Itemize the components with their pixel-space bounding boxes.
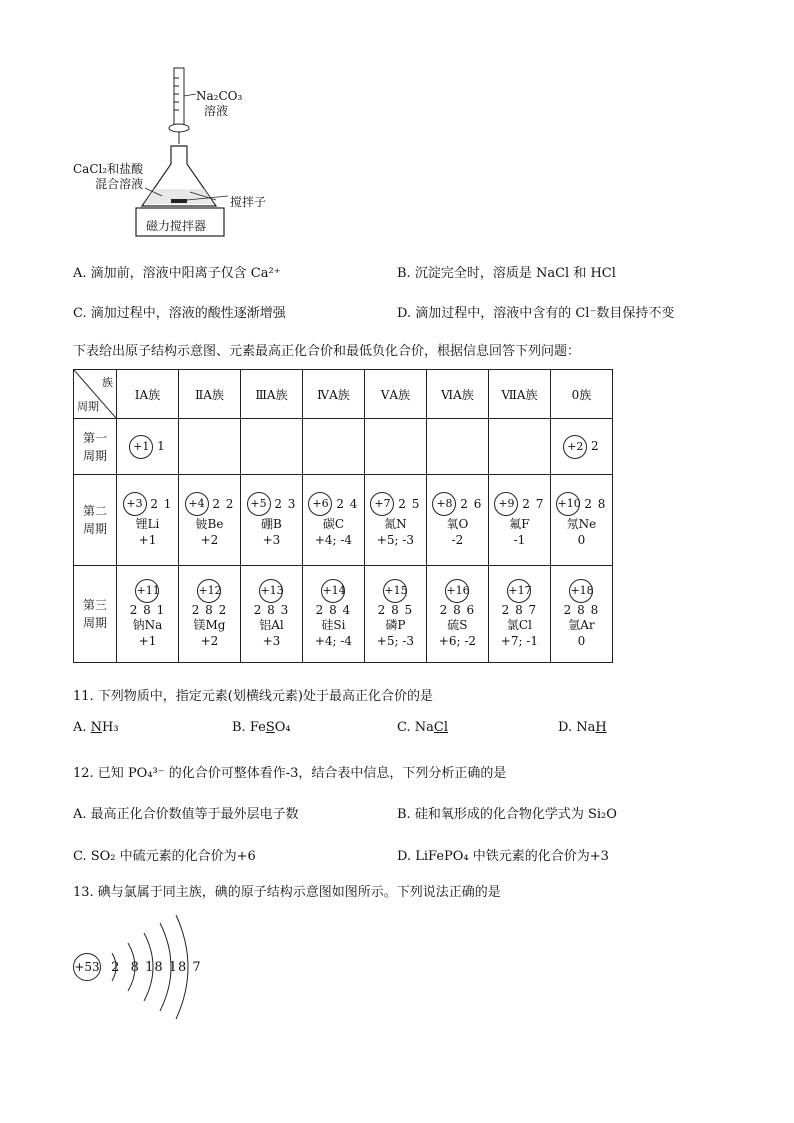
element-name: 氧O bbox=[446, 517, 469, 531]
corner-group-label: 族 bbox=[102, 376, 113, 389]
empty-cell bbox=[426, 419, 488, 475]
group-header: ⅥA族 bbox=[426, 370, 488, 419]
burette-label-line1: Na₂CO₃ bbox=[196, 89, 243, 103]
element-valence: -1 bbox=[513, 533, 526, 547]
electron-shells: 2 8 8 bbox=[563, 603, 600, 618]
element-cell bbox=[240, 475, 302, 566]
element-valence: +3 bbox=[262, 533, 281, 547]
element-valence: +2 bbox=[200, 533, 219, 547]
empty-cell bbox=[488, 419, 550, 475]
q10-option-d: D. 滴加过程中，溶液中含有的 Cl⁻数目保持不变 bbox=[397, 306, 675, 321]
atom-nucleus: +2 bbox=[563, 435, 587, 459]
element-valence: +5; -3 bbox=[376, 634, 415, 649]
atom-nucleus: +5 bbox=[247, 492, 271, 516]
electron-shells: 2 1 bbox=[150, 496, 173, 511]
atom-nucleus: +11 bbox=[135, 579, 159, 603]
empty-cell bbox=[364, 419, 426, 475]
electron-shells: 2 8 4 bbox=[315, 603, 352, 618]
element-name: 碳C bbox=[322, 517, 345, 531]
atom-nucleus: +18 bbox=[569, 579, 593, 603]
element-valence: +6; -2 bbox=[438, 634, 477, 649]
element-cell bbox=[302, 475, 364, 566]
atom-nucleus: +15 bbox=[383, 579, 407, 603]
element-cell bbox=[550, 566, 612, 663]
group-header: ⅢA族 bbox=[240, 370, 302, 419]
atom-nucleus: +12 bbox=[197, 579, 221, 603]
empty-cell bbox=[178, 419, 240, 475]
electron-shells: 2 8 5 bbox=[377, 603, 414, 618]
electron-shells: 2 5 bbox=[398, 496, 421, 511]
atom-nucleus: +17 bbox=[507, 579, 531, 603]
element-valence: +3 bbox=[262, 634, 281, 649]
element-name: 磷P bbox=[385, 618, 406, 633]
group-header: ⅤA族 bbox=[364, 370, 426, 419]
element-valence: +5; -3 bbox=[376, 533, 415, 547]
element-valence: +1 bbox=[138, 634, 157, 649]
period-label: 第二 周期 bbox=[74, 475, 117, 566]
atom-nucleus: +3 bbox=[123, 492, 147, 516]
element-cell bbox=[550, 419, 612, 475]
q11-option-d: D. NaH bbox=[558, 720, 607, 735]
element-name: 氟F bbox=[509, 517, 530, 531]
element-name: 氖Ne bbox=[566, 517, 597, 531]
iodine-shell-arcs bbox=[100, 915, 200, 1025]
element-name: 硼B bbox=[261, 517, 282, 531]
electron-shells: 2 7 bbox=[522, 496, 545, 511]
q12-option-b: B. 硅和氧形成的化合物化学式为 Si₂O bbox=[397, 807, 617, 822]
element-cell bbox=[178, 475, 240, 566]
flask-label bbox=[73, 162, 143, 192]
q11-option-c: C. NaCl bbox=[397, 720, 448, 735]
element-name: 铍Be bbox=[195, 517, 224, 531]
group-header: 0族 bbox=[550, 370, 612, 419]
element-name: 镁Mg bbox=[193, 618, 226, 633]
atom-nucleus: +14 bbox=[321, 579, 345, 603]
q10-option-a: A. 滴加前，溶液中阳离子仅含 Ca²⁺ bbox=[73, 266, 281, 281]
q11-option-a: A. NH₃ bbox=[73, 720, 119, 735]
element-cell bbox=[426, 566, 488, 663]
element-cell bbox=[488, 475, 550, 566]
q13-stem: 13. 碘与氯属于同主族，碘的原子结构示意图如图所示。下列说法正确的是 bbox=[73, 885, 501, 900]
electron-shells: 2 bbox=[591, 439, 600, 453]
element-valence: 0 bbox=[577, 533, 586, 547]
flask-label-line1: CaCl₂和盐酸 bbox=[73, 162, 144, 176]
element-name: 钠Na bbox=[132, 618, 163, 633]
electron-shells: 2 6 bbox=[460, 496, 483, 511]
atom-nucleus: +13 bbox=[259, 579, 283, 603]
atom-nucleus: +9 bbox=[494, 492, 518, 516]
electron-shells: 2 3 bbox=[274, 496, 297, 511]
atom-nucleus: +1 bbox=[129, 435, 153, 459]
element-name: 氮N bbox=[384, 517, 407, 531]
stirrer-base-label: 磁力搅拌器 bbox=[146, 219, 207, 233]
element-cell bbox=[178, 566, 240, 663]
element-cell bbox=[302, 566, 364, 663]
electron-shells: 2 4 bbox=[336, 496, 359, 511]
element-cell bbox=[426, 475, 488, 566]
group-header: ⅣA族 bbox=[302, 370, 364, 419]
iodine-electron-shells: 2 8 18 18 7 bbox=[111, 960, 202, 975]
element-name: 硫S bbox=[447, 618, 468, 633]
periodic-table bbox=[73, 369, 613, 663]
element-valence: +7; -1 bbox=[500, 634, 539, 649]
period-label: 第一 周期 bbox=[74, 419, 117, 475]
electron-shells: 2 8 bbox=[584, 496, 607, 511]
empty-cell bbox=[302, 419, 364, 475]
element-valence: +2 bbox=[200, 634, 219, 649]
element-cell bbox=[117, 566, 179, 663]
q10-option-b: B. 沉淀完全时，溶质是 NaCl 和 HCl bbox=[397, 266, 616, 281]
q12-option-a: A. 最高正化合价数值等于最外层电子数 bbox=[73, 807, 299, 822]
q12-option-c: C. SO₂ 中硫元素的化合价为+6 bbox=[73, 849, 256, 864]
element-cell bbox=[488, 566, 550, 663]
burette-label bbox=[196, 89, 242, 119]
atom-nucleus: +6 bbox=[308, 492, 332, 516]
element-cell bbox=[364, 566, 426, 663]
table-intro: 下表给出原子结构示意图、元素最高正化合价和最低负化合价，根据信息回答下列问题： bbox=[73, 344, 581, 359]
group-header: ⅡA族 bbox=[178, 370, 240, 419]
atom-nucleus: +4 bbox=[185, 492, 209, 516]
electron-shells: 2 8 6 bbox=[439, 603, 476, 618]
element-valence: +4; -4 bbox=[314, 634, 353, 649]
element-name: 锂Li bbox=[135, 517, 160, 531]
element-cell bbox=[117, 419, 179, 475]
q10-option-c: C. 滴加过程中，溶液的酸性逐渐增强 bbox=[73, 306, 286, 321]
q12-stem: 12. 已知 PO₄³⁻ 的化合价可整体看作-3，结合表中信息，下列分析正确的是 bbox=[73, 766, 507, 781]
stirrer-label: 搅拌子 bbox=[230, 195, 267, 209]
element-name: 硅Si bbox=[321, 618, 346, 633]
element-name: 铝Al bbox=[259, 618, 284, 633]
electron-shells: 2 8 2 bbox=[191, 603, 228, 618]
atom-nucleus: +7 bbox=[370, 492, 394, 516]
group-header: ⅦA族 bbox=[488, 370, 550, 419]
atom-nucleus: +16 bbox=[445, 579, 469, 603]
element-name: 氩Ar bbox=[568, 618, 595, 633]
element-valence: +4; -4 bbox=[314, 533, 353, 547]
electron-shells: 2 8 3 bbox=[253, 603, 290, 618]
empty-cell bbox=[240, 419, 302, 475]
electron-shells: 2 2 bbox=[212, 496, 235, 511]
element-valence: -2 bbox=[451, 533, 464, 547]
electron-shells: 1 bbox=[157, 439, 166, 453]
element-valence: +1 bbox=[138, 533, 157, 547]
group-header: ⅠA族 bbox=[117, 370, 179, 419]
q11-option-b: B. FeSO₄ bbox=[232, 720, 291, 735]
element-cell bbox=[550, 475, 612, 566]
element-cell bbox=[240, 566, 302, 663]
atom-nucleus: +8 bbox=[432, 492, 456, 516]
q11-stem: 11. 下列物质中，指定元素(划横线元素)处于最高正化合价的是 bbox=[73, 689, 433, 704]
element-cell bbox=[117, 475, 179, 566]
q12-option-d: D. LiFePO₄ 中铁元素的化合价为+3 bbox=[397, 849, 609, 864]
corner-period-label: 周期 bbox=[77, 400, 99, 413]
table-corner bbox=[74, 370, 117, 419]
electron-shells: 2 8 7 bbox=[501, 603, 538, 618]
element-valence: 0 bbox=[577, 634, 586, 649]
burette-label-line2: 溶液 bbox=[204, 104, 229, 118]
period-label: 第三 周期 bbox=[74, 566, 117, 663]
iodine-nucleus: +53 bbox=[73, 953, 101, 981]
atom-nucleus: +10 bbox=[556, 492, 580, 516]
element-name: 氯Cl bbox=[506, 618, 532, 633]
element-cell bbox=[364, 475, 426, 566]
flask-label-line2: 混合溶液 bbox=[95, 177, 144, 191]
titration-apparatus-figure bbox=[70, 66, 300, 241]
electron-shells: 2 8 1 bbox=[129, 603, 166, 618]
